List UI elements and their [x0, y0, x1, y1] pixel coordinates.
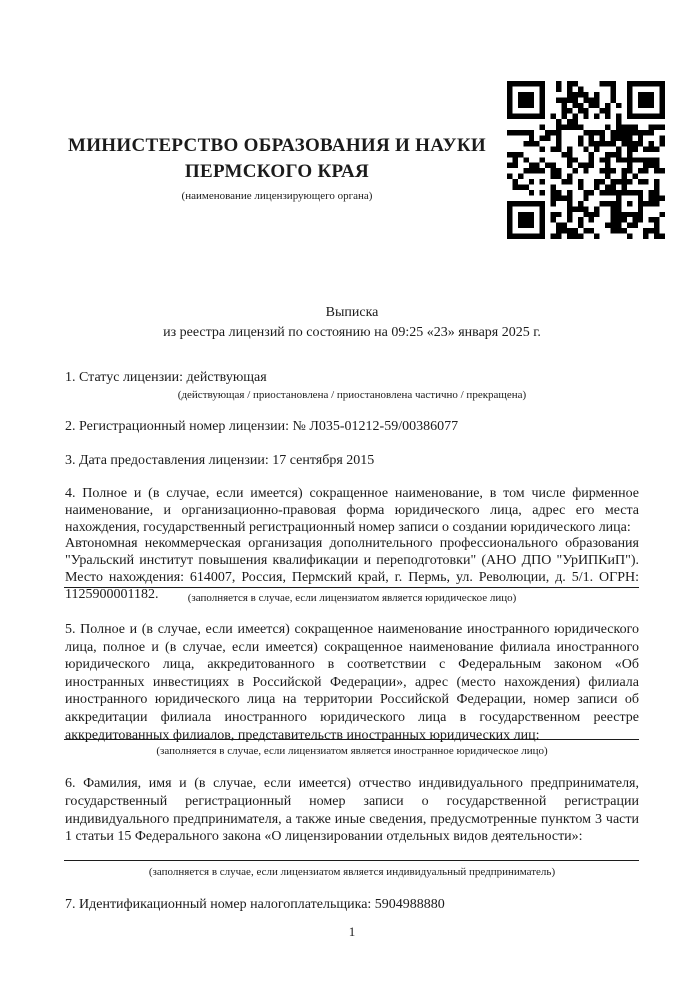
- legal-entity-section: [65, 486, 639, 604]
- legal-entity-answer-line: [64, 587, 639, 588]
- entrepreneur-answer-line: [64, 860, 639, 861]
- document-title-line1: Выписка: [325, 305, 379, 320]
- entrepreneur-caption: (заполняется в случае, если лицензиатом является индивидуальный предприниматель): [148, 866, 556, 878]
- page-number: 1: [348, 924, 356, 939]
- ministry-name-line2: ПЕРМСКОГО КРАЯ: [184, 161, 370, 182]
- qr-code-icon: [507, 81, 665, 239]
- legal-entity-heading: 4. Полное и (в случае, если имеется) сокращенное наименование, в том числе фирменное наименование, и организационно-правовая форма юридического лица, адрес его места нахождения, государственный регистрационный номер записи о создании юридического лица:: [65, 486, 639, 535]
- license-status-line: 1. Статус лицензии: действующая: [65, 370, 267, 385]
- document-title-line2: из реестра лицензий по состоянию на 09:25 «23» января 2025 г.: [163, 325, 541, 340]
- registration-number-line: 2. Регистрационный номер лицензии: № Л035-01212-59/00386077: [65, 419, 459, 434]
- license-status-options-caption: (действующая / приостановлена / приостановлена частично / прекращена): [177, 389, 527, 401]
- legal-entity-value: Автономная некоммерческая организация дополнительного профессионального образования "Уральский институт повышения квалификации и переподготовки" (АНО ДПО "УрИПКиП"). Место нахождения: 614007, Россия, Пермский край, г. Пермь, ул. Революции, д. 5/1. ОГРН: 1125900001182.: [65, 536, 639, 602]
- foreign-entity-answer-line: [64, 739, 639, 740]
- document-title: [65, 303, 639, 343]
- legal-entity-caption: (заполняется в случае, если лицензиатом является юридическое лицо): [187, 592, 517, 604]
- entrepreneur-section: 6. Фамилия, имя и (в случае, если имеется) отчество индивидуального предпринимателя, государственный регистрационный номер записи о государственной регистрации индивидуального предпринимателя, а также иные сведения, предусмотренные пунктом 3 части 1 статьи 15 Федерального закона «О лицензировании отдельных видов деятельности»:: [65, 776, 639, 845]
- foreign-entity-section: 5. Полное и (в случае, если имеется) сокращенное наименование иностранного юридического лица, полное и (в случае, если имеется) сокращенное наименование филиала иностранного юридического лица, аккредитованного в соответствии с Федеральным законом «Об иностранных инвестициях в Российской Федерации», адрес (место нахождения) филиала иностранного юридического лица на территории Российской Федерации, номер записи об аккредитации филиала иностранного юридического лица в государственном реестре аккредитованных филиалов, представительств иностранных юридических лиц:: [65, 622, 639, 743]
- ministry-caption: (наименование лицензирующего органа): [181, 190, 373, 202]
- taxpayer-id-line: 7. Идентификационный номер налогоплательщика: 5904988880: [65, 897, 445, 912]
- ministry-name-line1: МИНИСТЕРСТВО ОБРАЗОВАНИЯ И НАУКИ: [67, 135, 487, 156]
- license-grant-date-line: 3. Дата предоставления лицензии: 17 сентября 2015: [65, 453, 375, 468]
- licensing-authority-header: [27, 133, 527, 203]
- foreign-entity-caption: (заполняется в случае, если лицензиатом является иностранное юридическое лицо): [156, 745, 548, 757]
